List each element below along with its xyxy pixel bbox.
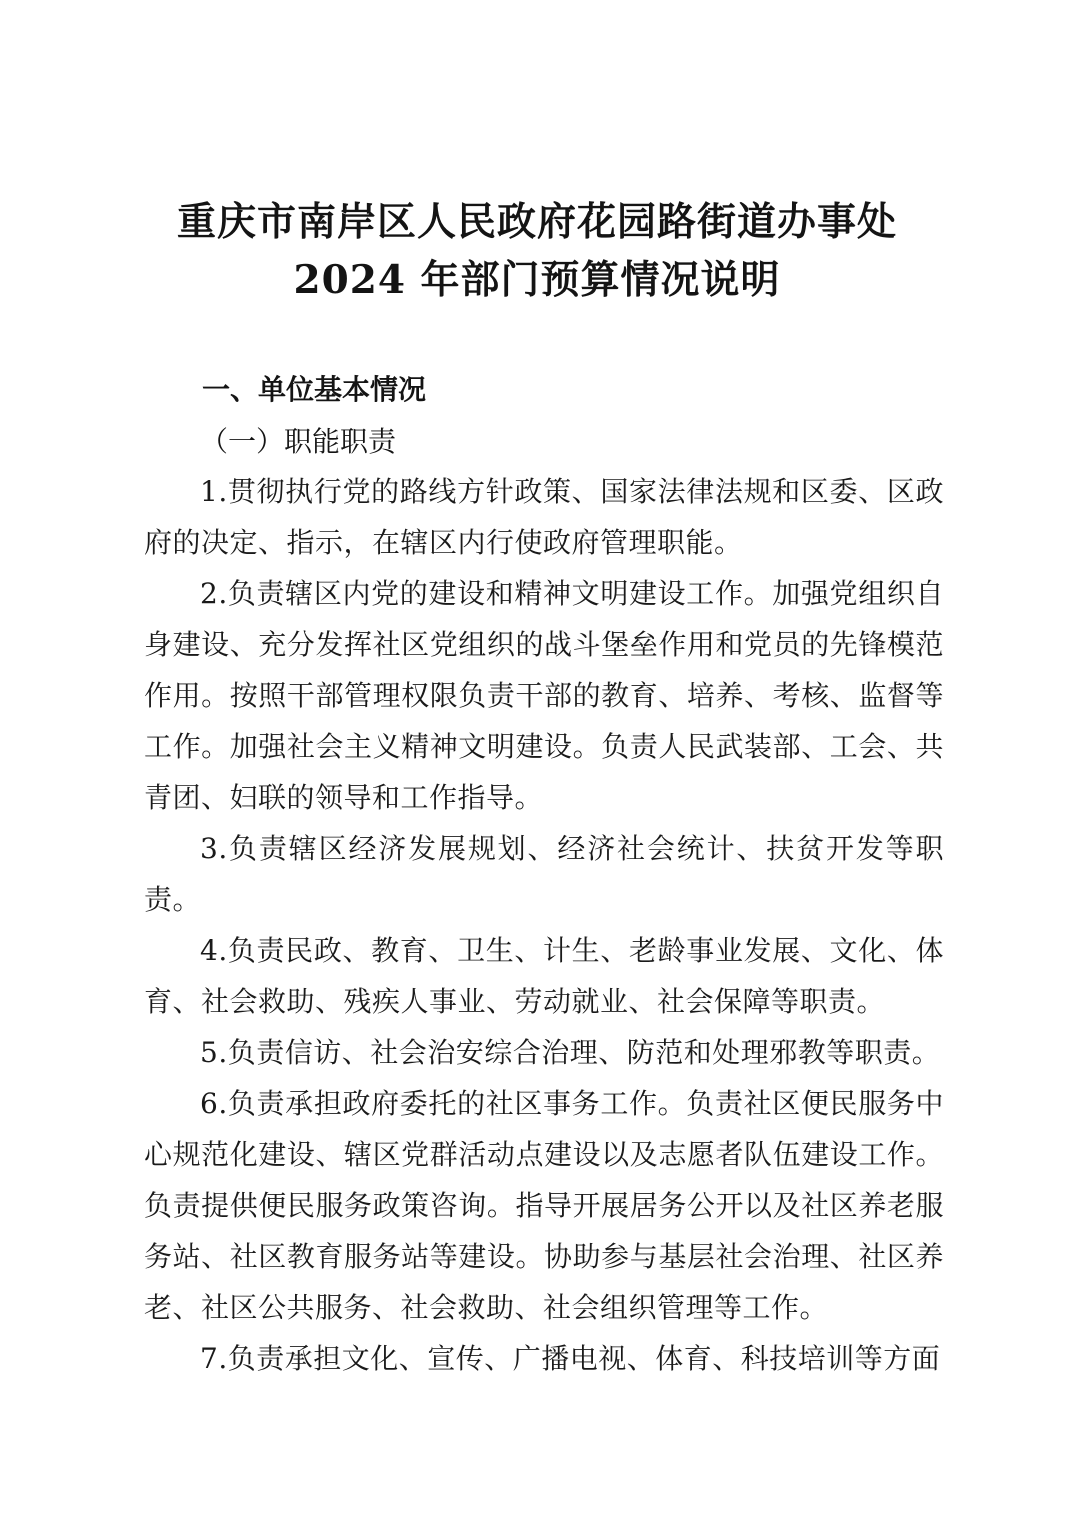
paragraph-7: 7.负责承担文化、宣传、广播电视、体育、科技培训等方面 [200, 1342, 941, 1375]
body-text [144, 466, 944, 1384]
section-heading: 一、单位基本情况 [202, 373, 427, 406]
document-title-line-1: 重庆市南岸区人民政府花园路街道办事处 [176, 199, 897, 245]
paragraph-2: 2.负责辖区内党的建设和精神文明建设工作。加强党组织自身建设、充分发挥社区党组织的战斗堡垒作用和党员的先锋模范作用。按照干部管理权限负责干部的教育、培养、考核、监督等工作。加强社会主义精神文明建设。负责人民武装部、工会、共青团、妇联的领导和工作指导。 [144, 577, 944, 814]
paragraph-5: 5.负责信访、社会治安综合治理、防范和处理邪教等职责。 [200, 1036, 941, 1069]
subsection-heading: （一）职能职责 [200, 425, 397, 458]
paragraph-6: 6.负责承担政府委托的社区事务工作。负责社区便民服务中心规范化建设、辖区党群活动点建设以及志愿者队伍建设工作。负责提供便民服务政策咨询。指导开展居务公开以及社区养老服务站、社区教育服务站等建设。协助参与基层社会治理、社区养老、社区公共服务、社会救助、社会组织管理等工作。 [144, 1087, 944, 1324]
paragraph-3: 3.负责辖区经济发展规划、经济社会统计、扶贫开发等职责。 [144, 832, 944, 916]
paragraph-4: 4.负责民政、教育、卫生、计生、老龄事业发展、文化、体育、社会救助、残疾人事业、劳动就业、社会保障等职责。 [144, 934, 944, 1018]
document-title-line-2: 2024 年部门预算情况说明 [293, 257, 781, 303]
paragraph-1: 1.贯彻执行党的路线方针政策、国家法律法规和区委、区政府的决定、指示，在辖区内行使政府管理职能。 [144, 475, 944, 559]
